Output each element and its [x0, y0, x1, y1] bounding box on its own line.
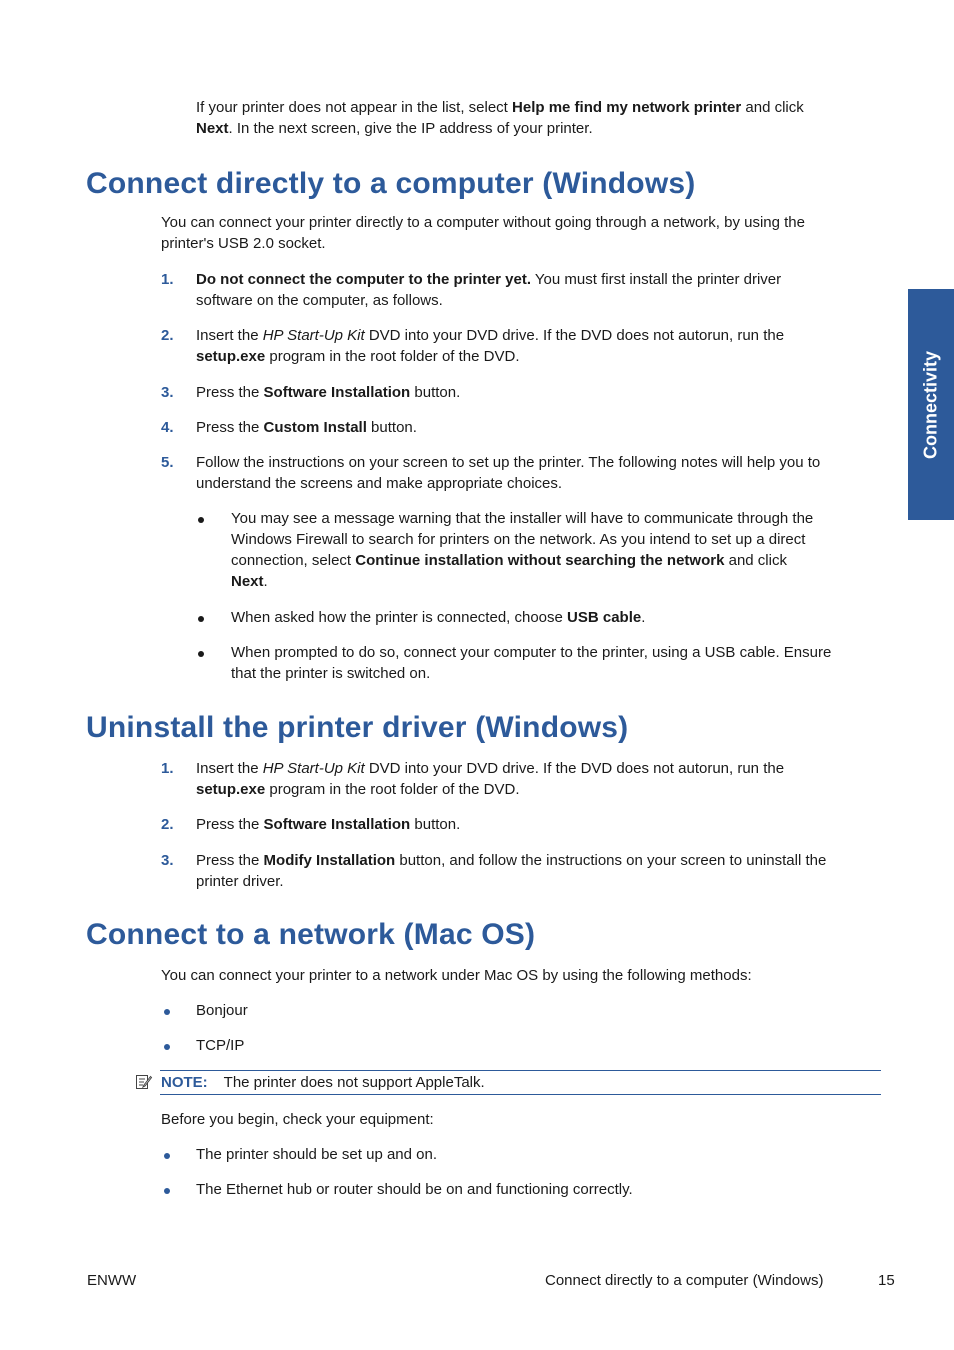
note-label: NOTE: — [161, 1074, 208, 1091]
bullet-dot — [164, 1153, 170, 1159]
step-3: Press the Software Installation button. — [196, 384, 461, 401]
step-4: Press the Custom Install button. — [196, 419, 417, 436]
uninstall-step-3-line-2: printer driver. — [196, 873, 284, 890]
bullet-1-line-4: Next. — [231, 573, 268, 590]
check-item-2: The Ethernet hub or router should be on and functioning correctly. — [196, 1181, 633, 1198]
step-1-line-1: Do not connect the computer to the printer yet. You must first install the printer driver — [196, 271, 782, 288]
section3-intro: You can connect your printer to a network under Mac OS by using the following methods: — [161, 967, 752, 984]
bullet-dot — [164, 1188, 170, 1194]
uninstall-step-2: Press the Software Installation button. — [196, 816, 461, 833]
step-5-line-2: understand the screens and make appropriate choices. — [196, 475, 563, 492]
footer-left: ENWW — [87, 1272, 137, 1289]
note — [161, 1072, 485, 1093]
chapter-side-tab — [908, 289, 954, 520]
step-number: 1. — [161, 271, 174, 288]
note-text: The printer does not support AppleTalk. — [223, 1074, 485, 1091]
footer-section-title: Connect directly to a computer (Windows) — [545, 1272, 824, 1289]
step-2-line-2: setup.exe program in the root folder of the DVD. — [196, 348, 520, 365]
step-2-line-1: Insert the HP Start-Up Kit DVD into your DVD drive. If the DVD does not autorun, run the — [196, 327, 785, 344]
step-number: 4. — [161, 419, 174, 436]
method-tcpip: TCP/IP — [196, 1037, 245, 1054]
step-number: 2. — [161, 816, 174, 833]
uninstall-step-3-line-1: Press the Modify Installation button, and follow the instructions on your screen to uninstall the — [196, 852, 827, 869]
section-title-mac: Connect to a network (Mac OS) — [86, 918, 536, 951]
step-number: 5. — [161, 454, 174, 471]
section1-intro-line-1: You can connect your printer directly to a computer without going through a network, by using the — [161, 214, 805, 231]
bullet-3-line-2: that the printer is switched on. — [231, 665, 431, 682]
bullet-1-line-2: Windows Firewall to search for printers on the network. As you intend to set up a direct — [231, 531, 806, 548]
footer-page-number: 15 — [878, 1272, 895, 1289]
step-5-line-1: Follow the instructions on your screen to set up the printer. The following notes will help you to — [196, 454, 821, 471]
section-title-connect-windows: Connect directly to a computer (Windows) — [86, 167, 696, 200]
bullet-1-line-3: connection, select Continue installation without searching the network and click — [231, 552, 787, 569]
step-number: 2. — [161, 327, 174, 344]
check-item-1: The printer should be set up and on. — [196, 1146, 437, 1163]
bullet-1-line-1: You may see a message warning that the installer will have to communicate through the — [231, 510, 814, 527]
note-bottom-rule — [160, 1094, 881, 1095]
step-number: 3. — [161, 852, 174, 869]
uninstall-step-1-line-1: Insert the HP Start-Up Kit DVD into your DVD drive. If the DVD does not autorun, run the — [196, 760, 785, 777]
bullet-dot — [164, 1009, 170, 1015]
bullet-dot — [198, 517, 204, 523]
bullet-3-line-1: When prompted to do so, connect your computer to the printer, using a USB cable. Ensure — [231, 644, 832, 661]
note-pencil-icon — [135, 1073, 153, 1091]
note-top-rule — [160, 1070, 881, 1071]
bullet-dot — [198, 651, 204, 657]
uninstall-step-1-line-2: setup.exe program in the root folder of the DVD. — [196, 781, 520, 798]
check-intro: Before you begin, check your equipment: — [161, 1111, 434, 1128]
bullet-2: When asked how the printer is connected, choose USB cable. — [231, 609, 646, 626]
step-number: 1. — [161, 760, 174, 777]
section-title-uninstall: Uninstall the printer driver (Windows) — [86, 711, 629, 744]
section1-intro-line-2: printer's USB 2.0 socket. — [161, 235, 326, 252]
step-1-line-2: software on the computer, as follows. — [196, 292, 443, 309]
step-number: 3. — [161, 384, 174, 401]
bullet-dot — [164, 1044, 170, 1050]
bullet-dot — [198, 616, 204, 622]
method-bonjour: Bonjour — [196, 1002, 248, 1019]
intro-line-2: Next. In the next screen, give the IP address of your printer. — [196, 120, 593, 137]
intro-line-1: If your printer does not appear in the list, select Help me find my network printer and click — [196, 99, 804, 116]
chapter-side-tab-label: Connectivity — [920, 350, 941, 459]
